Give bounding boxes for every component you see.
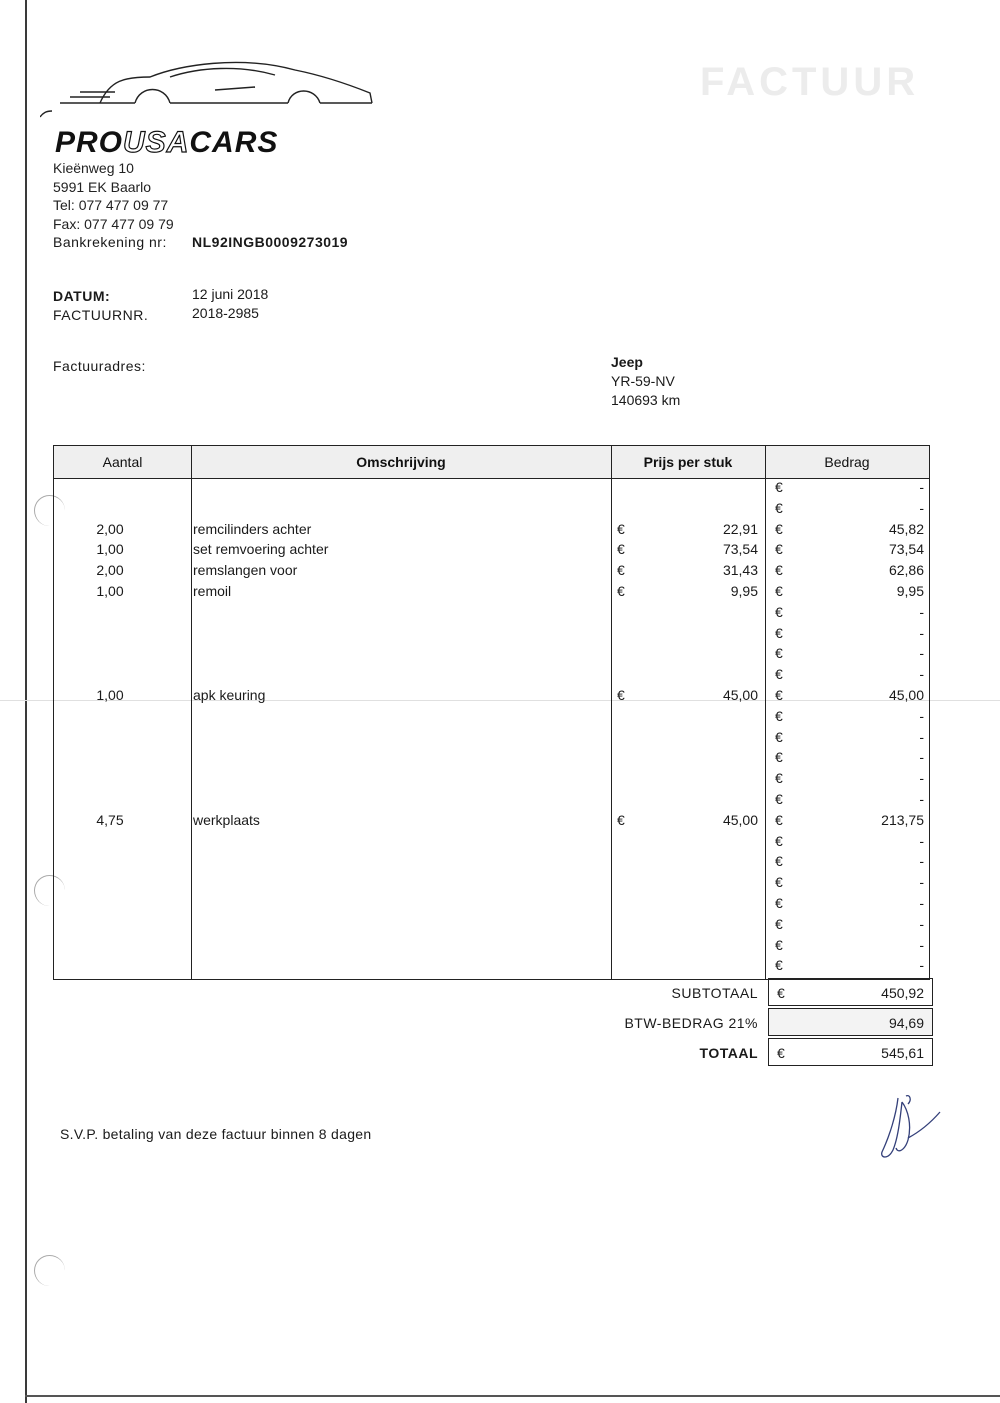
row-amount-currency: € bbox=[775, 833, 783, 849]
signature-icon bbox=[868, 1090, 948, 1165]
row-amount: - bbox=[919, 604, 924, 620]
row-price: 45,00 bbox=[722, 812, 758, 828]
vehicle-name: Jeep bbox=[611, 354, 643, 370]
subtotal-value: 450,92 bbox=[881, 985, 924, 1001]
binder-margin-line bbox=[25, 0, 27, 1403]
row-amount: 45,82 bbox=[888, 521, 924, 537]
company-fax bbox=[53, 216, 174, 232]
bank-account: NL92INGB0009273019 bbox=[192, 234, 349, 250]
row-amount: - bbox=[919, 853, 924, 869]
invoice-date: 12 juni 2018 bbox=[192, 286, 269, 302]
header-bedrag: Bedrag bbox=[824, 454, 870, 470]
row-price-currency: € bbox=[617, 541, 625, 557]
header-omschrijving: Omschrijving bbox=[356, 454, 446, 470]
tel-label: Tel: bbox=[53, 197, 75, 213]
row-amount: - bbox=[919, 749, 924, 765]
row-amount: - bbox=[919, 625, 924, 641]
row-amount: - bbox=[919, 479, 924, 495]
company-logo-text bbox=[55, 126, 278, 160]
row-price: 31,43 bbox=[722, 562, 758, 578]
row-price: 45,00 bbox=[722, 687, 758, 703]
row-amount: - bbox=[919, 500, 924, 516]
row-amount: - bbox=[919, 957, 924, 973]
row-amount: - bbox=[919, 770, 924, 786]
row-amount-currency: € bbox=[775, 957, 783, 973]
row-amount-currency: € bbox=[775, 729, 783, 745]
row-amount-currency: € bbox=[775, 853, 783, 869]
row-description: werkplaats bbox=[193, 812, 260, 828]
row-price: 9,95 bbox=[730, 583, 758, 599]
subtotal-currency: € bbox=[777, 985, 785, 1001]
company-city: 5991 EK Baarlo bbox=[53, 179, 152, 195]
row-quantity: 1,00 bbox=[96, 687, 124, 703]
row-amount-currency: € bbox=[775, 749, 783, 765]
row-price: 73,54 bbox=[722, 541, 758, 557]
row-amount-currency: € bbox=[775, 666, 783, 682]
row-price-currency: € bbox=[617, 521, 625, 537]
brand-cars: CARS bbox=[189, 126, 279, 159]
row-description: remcilinders achter bbox=[193, 521, 312, 537]
date-label: DATUM: bbox=[53, 288, 111, 304]
row-amount: - bbox=[919, 708, 924, 724]
row-amount-currency: € bbox=[775, 479, 783, 495]
row-price: 22,91 bbox=[722, 521, 758, 537]
row-amount-currency: € bbox=[775, 812, 783, 828]
invoice-address-label: Factuuradres: bbox=[53, 358, 146, 374]
row-amount: - bbox=[919, 666, 924, 682]
row-amount-currency: € bbox=[775, 937, 783, 953]
row-quantity: 1,00 bbox=[96, 583, 124, 599]
column-divider bbox=[611, 446, 612, 979]
payment-note: S.V.P. betaling van deze factuur binnen 8 dagen bbox=[60, 1126, 372, 1142]
row-quantity: 2,00 bbox=[96, 562, 124, 578]
total-label: TOTAAL bbox=[699, 1045, 758, 1061]
invoice-number-label: FACTUURNR. bbox=[53, 307, 149, 323]
brand-usa: USA bbox=[123, 126, 190, 159]
row-quantity: 4,75 bbox=[96, 812, 124, 828]
row-amount: 45,00 bbox=[888, 687, 924, 703]
row-quantity: 1,00 bbox=[96, 541, 124, 557]
company-street: Kieënweg 10 bbox=[53, 160, 134, 176]
header-aantal: Aantal bbox=[102, 454, 143, 470]
row-amount: - bbox=[919, 895, 924, 911]
total-currency: € bbox=[777, 1045, 785, 1061]
row-amount-currency: € bbox=[775, 604, 783, 620]
row-amount: 9,95 bbox=[896, 583, 924, 599]
vat-label: BTW-BEDRAG 21% bbox=[624, 1015, 758, 1031]
row-amount-currency: € bbox=[775, 895, 783, 911]
row-price-currency: € bbox=[617, 562, 625, 578]
row-amount-currency: € bbox=[775, 874, 783, 890]
brand-pro: PRO bbox=[55, 126, 124, 159]
row-description: set remvoering achter bbox=[193, 541, 329, 557]
faded-watermark: FACTUUR bbox=[700, 60, 920, 104]
row-amount-currency: € bbox=[775, 645, 783, 661]
column-divider bbox=[191, 446, 192, 979]
column-divider bbox=[765, 446, 766, 979]
row-amount-currency: € bbox=[775, 541, 783, 557]
row-amount: - bbox=[919, 916, 924, 932]
row-amount: - bbox=[919, 937, 924, 953]
row-amount-currency: € bbox=[775, 791, 783, 807]
invoice-number: 2018-2985 bbox=[192, 305, 259, 321]
row-amount-currency: € bbox=[775, 916, 783, 932]
total-value: 545,61 bbox=[881, 1045, 924, 1061]
header-prijs-per-stuk: Prijs per stuk bbox=[643, 454, 733, 470]
row-description: remoil bbox=[193, 583, 232, 599]
row-amount: 62,86 bbox=[888, 562, 924, 578]
row-description: apk keuring bbox=[193, 687, 266, 703]
row-amount-currency: € bbox=[775, 770, 783, 786]
row-description: remslangen voor bbox=[193, 562, 298, 578]
row-amount: - bbox=[919, 645, 924, 661]
row-amount-currency: € bbox=[775, 687, 783, 703]
row-price-currency: € bbox=[617, 687, 625, 703]
mileage: 140693 km bbox=[611, 392, 681, 408]
punch-hole bbox=[34, 1255, 65, 1286]
invoice-table bbox=[53, 445, 930, 980]
bank-label: Bankrekening nr: bbox=[53, 234, 167, 250]
company-tel bbox=[53, 197, 168, 213]
row-quantity: 2,00 bbox=[96, 521, 124, 537]
row-amount: - bbox=[919, 874, 924, 890]
fax-label: Fax: bbox=[53, 216, 81, 232]
row-amount: 73,54 bbox=[888, 541, 924, 557]
car-logo-icon bbox=[40, 55, 380, 125]
row-amount: - bbox=[919, 791, 924, 807]
row-amount-currency: € bbox=[775, 562, 783, 578]
row-amount-currency: € bbox=[775, 708, 783, 724]
page-bottom-line bbox=[25, 1395, 1000, 1397]
row-amount: - bbox=[919, 833, 924, 849]
row-price-currency: € bbox=[617, 583, 625, 599]
row-amount-currency: € bbox=[775, 500, 783, 516]
row-amount: 213,75 bbox=[881, 812, 924, 828]
row-amount: - bbox=[919, 729, 924, 745]
row-amount-currency: € bbox=[775, 625, 783, 641]
row-amount-currency: € bbox=[775, 583, 783, 599]
fax-number: 077 477 09 79 bbox=[84, 216, 174, 232]
tel-number: 077 477 09 77 bbox=[78, 197, 169, 213]
subtotal-label: SUBTOTAAL bbox=[671, 985, 758, 1001]
row-price-currency: € bbox=[617, 812, 625, 828]
license-plate: YR-59-NV bbox=[611, 373, 675, 389]
vat-value: 94,69 bbox=[888, 1015, 924, 1031]
row-amount-currency: € bbox=[775, 521, 783, 537]
